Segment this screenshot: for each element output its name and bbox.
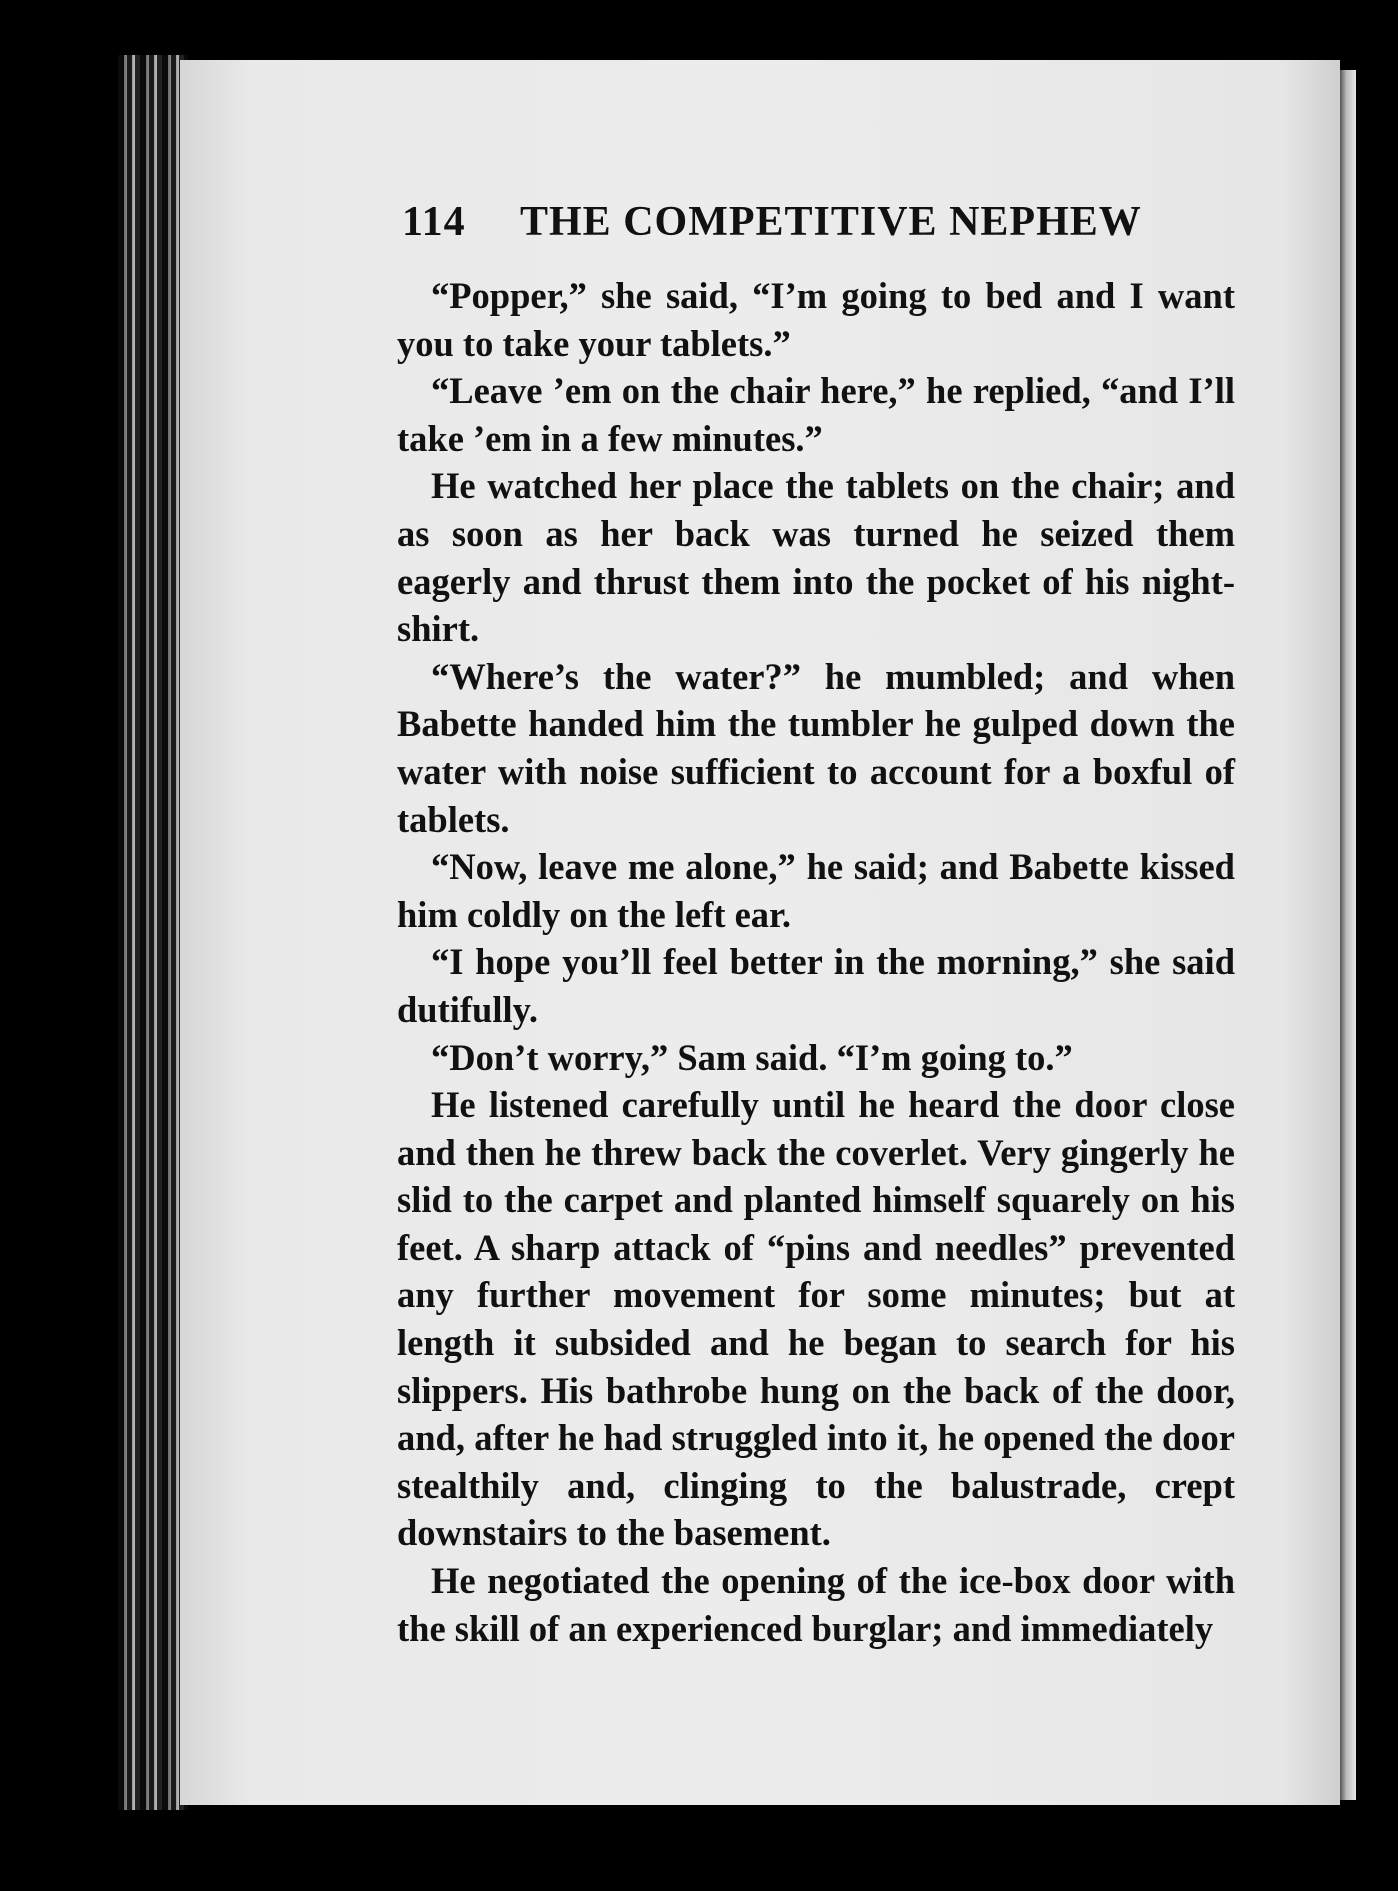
running-header xyxy=(402,198,1242,258)
paragraph: “Leave ’em on the chair here,” he replied, “and I’ll take ’em in a few minutes.” xyxy=(397,370,1235,459)
facing-page-edge xyxy=(1340,70,1356,1800)
paragraph: “Don’t worry,” Sam said. “I’m going to.” xyxy=(431,1036,1073,1078)
paragraph: He listened carefully until he heard the door close and then he threw back the coverlet. Very gingerly he slid to the carpet and planted himself squarely on his feet. A sharp attack of “pins and needles” prevented any further movement for some minutes; but at length it subsided and he began to search for his slippers. His bathrobe hung on the back of the door, and, after he had struggled into it, he opened the door stealthily and, clinging to the balustrade, crept downstairs to the basement. xyxy=(397,1084,1235,1554)
paragraph: “Where’s the water?” he mumbled; and when Babette handed him the tumbler he gulped down the water with noise sufficient to account for a boxful of tablets. xyxy=(397,655,1235,840)
page-number: 114 xyxy=(402,199,466,245)
body-text xyxy=(397,272,1235,1652)
paragraph: “I hope you’ll feel better in the morning,” she said dutifully. xyxy=(397,941,1235,1030)
paragraph: “Popper,” she said, “I’m going to bed and I want you to take your tablets.” xyxy=(397,275,1235,364)
paragraph: He negotiated the opening of the ice-box door with the skill of an experienced burglar; and immediately xyxy=(397,1560,1235,1649)
paragraph: “Now, leave me alone,” he said; and Babette kissed him coldly on the left ear. xyxy=(397,846,1235,935)
page-edge-stack xyxy=(118,55,188,1810)
paragraph: He watched her place the tablets on the chair; and as soon as her back was turned he seized them eagerly and thrust them into the pocket of his night-shirt. xyxy=(397,465,1235,650)
running-title: THE COMPETITIVE NEPHEW xyxy=(520,199,1142,245)
